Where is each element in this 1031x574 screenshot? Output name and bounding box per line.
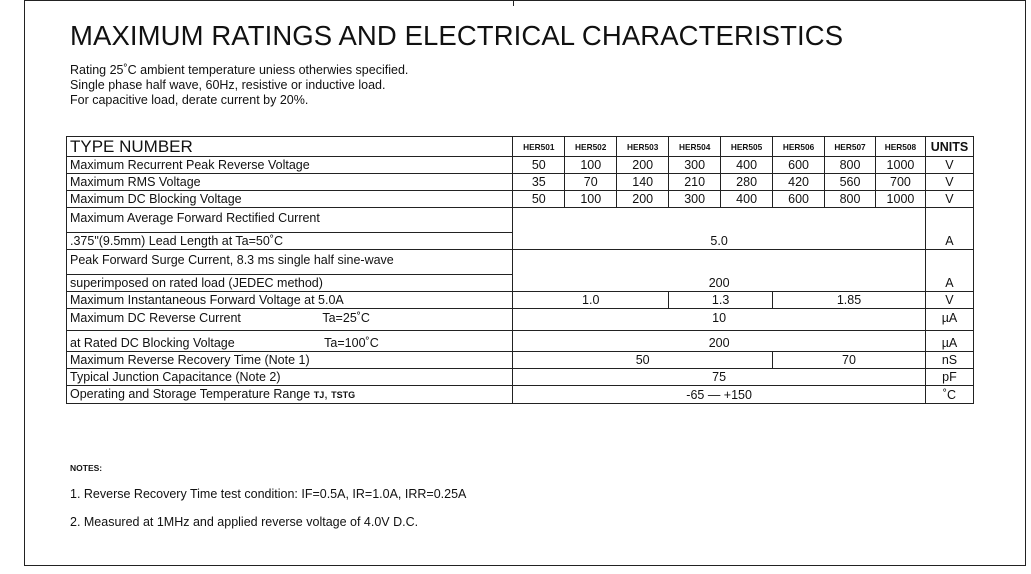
table-cell: 50 xyxy=(513,157,565,174)
table-cell: 700 xyxy=(875,174,925,191)
table-cell: 200 xyxy=(617,157,669,174)
part-header: HER504 xyxy=(669,137,721,157)
unit-cell: V xyxy=(925,292,973,309)
label-text: Operating and Storage Temperature Range xyxy=(70,387,311,401)
table-row xyxy=(67,157,974,174)
table-cell: 140 xyxy=(617,174,669,191)
symbol-separator: , xyxy=(324,387,332,401)
table-cell: 1.0 xyxy=(513,292,669,309)
unit-cell: A xyxy=(925,208,973,250)
table-row xyxy=(67,309,974,331)
table-row xyxy=(67,292,974,309)
table-row xyxy=(67,369,974,386)
unit-cell: nS xyxy=(925,352,973,369)
table-cell: 600 xyxy=(773,191,825,208)
table-cell: 800 xyxy=(825,191,876,208)
row-label: Maximum Instantaneous Forward Voltage at 5.0A xyxy=(67,292,513,309)
type-number-header: TYPE NUMBER xyxy=(67,137,513,157)
row-label: Peak Forward Surge Current, 8.3 ms single half sine-wave xyxy=(67,250,513,275)
row-label: Maximum DC Blocking Voltage xyxy=(67,191,513,208)
units-header: UNITS xyxy=(925,137,973,157)
row-label: Maximum Recurrent Peak Reverse Voltage xyxy=(67,157,513,174)
row-label: superimposed on rated load (JEDEC method) xyxy=(67,275,513,292)
row-label: Typical Junction Capacitance (Note 2) xyxy=(67,369,513,386)
table-row xyxy=(67,191,974,208)
header-row xyxy=(67,137,974,157)
page-title: MAXIMUM RATINGS AND ELECTRICAL CHARACTERISTICS xyxy=(70,20,844,51)
table-cell: 210 xyxy=(669,174,721,191)
table-row xyxy=(67,208,974,233)
table-cell: 1000 xyxy=(875,157,925,174)
part-header: HER508 xyxy=(875,137,925,157)
note-item: 2. Measured at 1MHz and applied reverse voltage of 4.0V D.C. xyxy=(70,515,419,529)
condition-text: Ta=25˚C xyxy=(322,311,370,325)
unit-cell: pF xyxy=(925,369,973,386)
condition-text: Ta=100˚C xyxy=(324,336,379,350)
rating-conditions xyxy=(70,63,408,108)
label-text: at Rated DC Blocking Voltage xyxy=(70,336,235,350)
table-cell: 280 xyxy=(721,174,773,191)
table-row xyxy=(67,331,974,352)
table-cell: 1.3 xyxy=(669,292,773,309)
table-cell: 75 xyxy=(513,369,926,386)
table-cell: 100 xyxy=(565,191,617,208)
table-cell: 400 xyxy=(721,191,773,208)
table-cell: 50 xyxy=(513,352,773,369)
table-cell: 100 xyxy=(565,157,617,174)
table-cell: 35 xyxy=(513,174,565,191)
symbol-tj: TJ xyxy=(313,390,325,400)
part-header: HER502 xyxy=(565,137,617,157)
row-label xyxy=(67,331,513,352)
table-row xyxy=(67,250,974,275)
unit-cell: V xyxy=(925,157,973,174)
condition-line: Rating 25˚C ambient temperature uniess otherwies specified. xyxy=(70,63,409,77)
table-cell: 1.85 xyxy=(773,292,926,309)
note-item: 1. Reverse Recovery Time test condition: IF=0.5A, IR=1.0A, IRR=0.25A xyxy=(70,487,467,501)
notes-section xyxy=(70,463,466,543)
table-cell: 200 xyxy=(513,250,926,292)
table-cell: 70 xyxy=(773,352,926,369)
ratings-table xyxy=(66,136,974,404)
table-cell: 1000 xyxy=(875,191,925,208)
unit-cell: V xyxy=(925,191,973,208)
part-header: HER501 xyxy=(513,137,565,157)
part-header: HER503 xyxy=(617,137,669,157)
table-row xyxy=(67,174,974,191)
row-label: Maximum Reverse Recovery Time (Note 1) xyxy=(67,352,513,369)
row-label: Maximum Average Forward Rectified Current xyxy=(67,208,513,233)
notes-heading: NOTES: xyxy=(70,463,103,473)
row-label xyxy=(67,386,513,404)
part-header: HER506 xyxy=(773,137,825,157)
table-cell: 5.0 xyxy=(513,208,926,250)
part-header: HER507 xyxy=(825,137,876,157)
unit-cell: µA xyxy=(925,331,973,352)
unit-cell: µA xyxy=(925,309,973,331)
unit-cell: A xyxy=(925,250,973,292)
unit-cell: ˚C xyxy=(925,386,973,404)
part-header: HER505 xyxy=(721,137,773,157)
table-cell: 800 xyxy=(825,157,876,174)
table-row xyxy=(67,352,974,369)
table-cell: 600 xyxy=(773,157,825,174)
table-row xyxy=(67,386,974,404)
table-cell: 200 xyxy=(513,331,926,352)
row-label: .375"(9.5mm) Lead Length at Ta=50˚C xyxy=(67,233,513,250)
table-cell: 300 xyxy=(669,157,721,174)
table-cell: 420 xyxy=(773,174,825,191)
label-text: Maximum DC Reverse Current xyxy=(70,311,241,325)
table-cell: 200 xyxy=(617,191,669,208)
table-cell: 10 xyxy=(513,309,926,331)
condition-line: Single phase half wave, 60Hz, resistive or inductive load. xyxy=(70,78,386,92)
symbol-tstg: TSTG xyxy=(331,390,356,400)
unit-cell: V xyxy=(925,174,973,191)
table-cell: 400 xyxy=(721,157,773,174)
table-cell: 50 xyxy=(513,191,565,208)
row-label xyxy=(67,309,513,331)
row-label: Maximum RMS Voltage xyxy=(67,174,513,191)
table-cell: 70 xyxy=(565,174,617,191)
table-cell: 300 xyxy=(669,191,721,208)
table-cell: -65 — +150 xyxy=(513,386,926,404)
table-cell: 560 xyxy=(825,174,876,191)
condition-line: For capacitive load, derate current by 20%. xyxy=(70,93,309,107)
